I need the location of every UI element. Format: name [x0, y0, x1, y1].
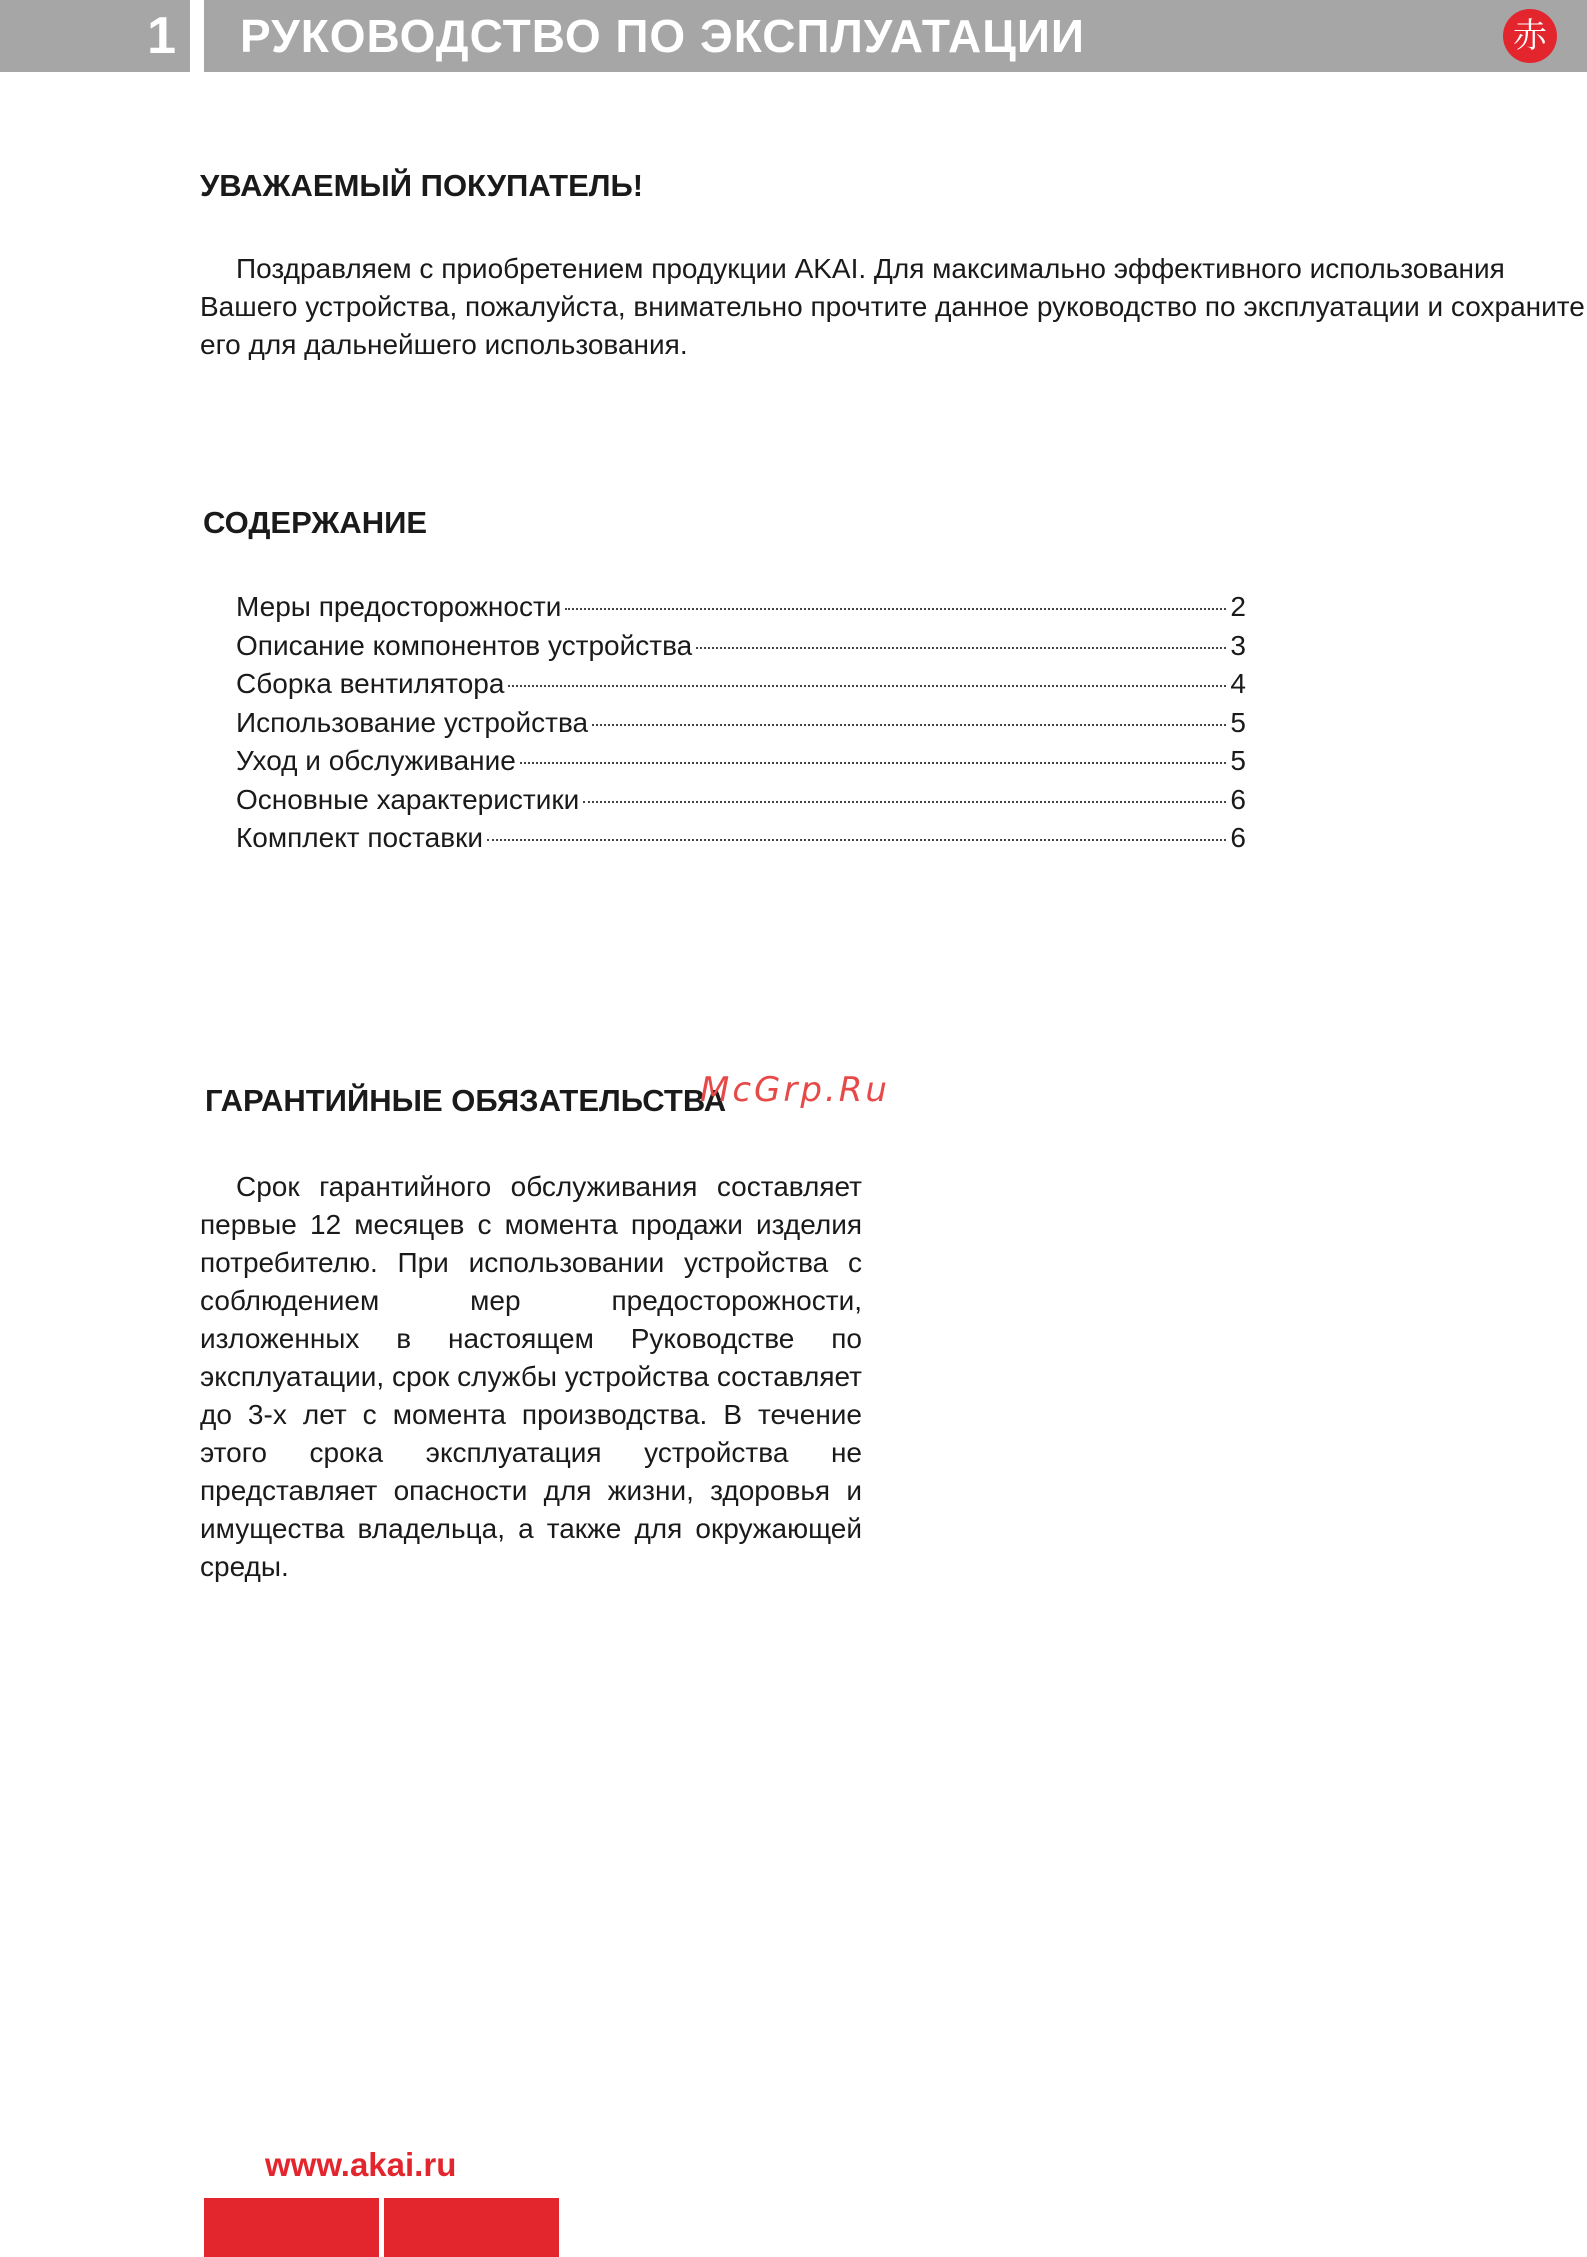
toc-leader [487, 839, 1226, 841]
toc-item-page: 3 [1230, 629, 1246, 661]
footer-bar [384, 2198, 559, 2257]
toc-item[interactable] [236, 704, 1246, 743]
toc-leader [520, 762, 1227, 764]
website-link[interactable]: www.akai.ru [265, 2146, 457, 2183]
toc-item[interactable] [236, 627, 1246, 666]
toc-item[interactable] [236, 819, 1246, 858]
toc-leader [583, 801, 1226, 803]
page-number: 1 [0, 0, 190, 72]
warranty-text: Срок гарантийного обслуживания составляет первые 12 месяцев с момента продажи изделия потребителю. При использовании устройства с соблюдением мер предосторожности, изложенных в настоящем Руководстве по эксплуатации, срок службы устройства составляет до 3-х лет с момента производства. В течение этого срока эксплуатация устройства не представляет опасности для жизни, здоровья и имущества владельца, а также для окружающей среды. [200, 1171, 862, 1582]
toc-leader [565, 608, 1226, 610]
toc-item-label: Описание компонентов устройства [236, 629, 693, 661]
toc-item-page: 5 [1230, 706, 1246, 738]
footer-bar [204, 2198, 379, 2257]
akai-logo-icon: 赤 [1503, 9, 1557, 63]
toc-leader [592, 724, 1226, 726]
toc-item-page: 4 [1230, 668, 1246, 699]
watermark: McGrp.Ru [700, 1070, 890, 1110]
toc-item-label: Комплект поставки [236, 822, 483, 853]
contents-heading: СОДЕРЖАНИЕ [203, 505, 428, 540]
toc-item[interactable] [236, 742, 1246, 781]
warranty-heading: ГАРАНТИЙНЫЕ ОБЯЗАТЕЛЬСТВА [205, 1083, 727, 1118]
toc-item[interactable] [236, 781, 1246, 820]
greeting-heading: УВАЖАЕМЫЙ ПОКУПАТЕЛЬ! [200, 168, 644, 203]
table-of-contents [236, 588, 1246, 858]
toc-item-page: 6 [1230, 822, 1246, 853]
toc-item-label: Уход и обслуживание [236, 745, 516, 776]
toc-item-label: Меры предосторожности [236, 591, 562, 622]
toc-item-label: Основные характеристики [236, 783, 580, 815]
toc-leader [508, 685, 1226, 687]
header-title: РУКОВОДСТВО ПО ЭКСПЛУАТАЦИИ [240, 10, 1085, 62]
toc-item-page: 5 [1230, 745, 1246, 776]
toc-item-label: Сборка вентилятора [236, 668, 505, 699]
toc-item[interactable] [236, 588, 1246, 627]
toc-item-page: 6 [1230, 783, 1246, 815]
toc-item[interactable] [236, 665, 1246, 704]
toc-leader [696, 647, 1226, 649]
header-bar [204, 0, 1587, 72]
toc-item-label: Использование устройства [236, 706, 589, 738]
greeting-text: Поздравляем с приобретением продукции AKAI. Для максимально эффективного использования Вашего устройства, пожалуйста, внимательно прочтите данное руководство по эксплуатации и сохраните его для дальнейшего использования. [200, 253, 1585, 360]
toc-item-page: 2 [1230, 591, 1246, 622]
